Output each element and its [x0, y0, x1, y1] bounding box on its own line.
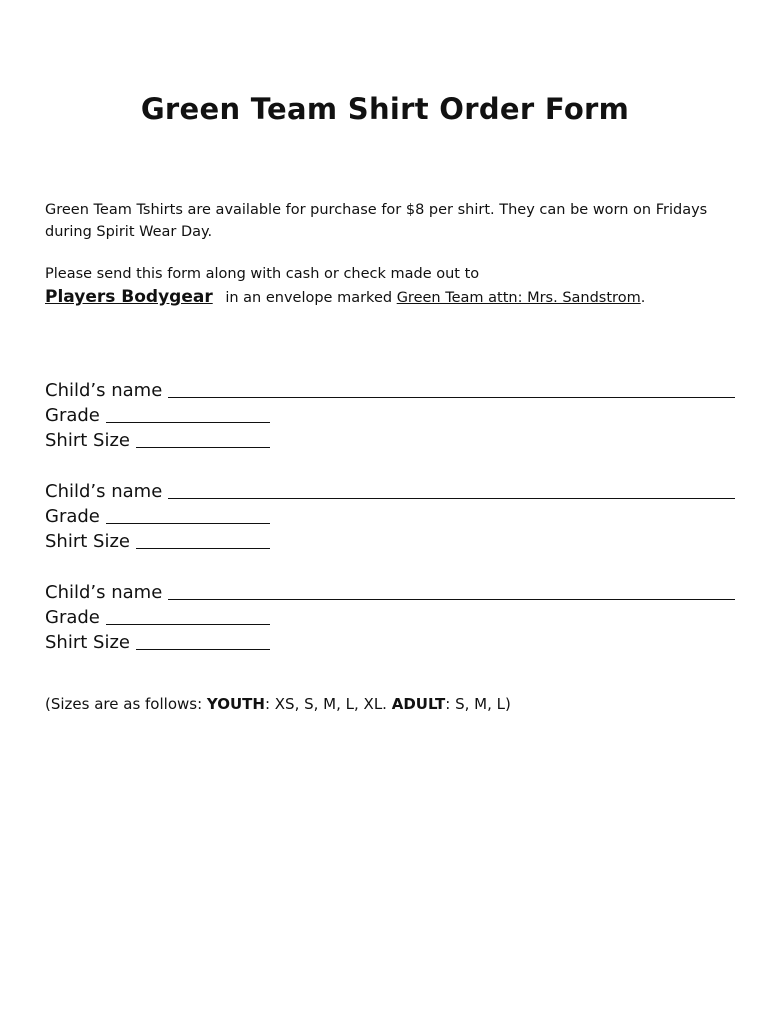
child-entry-2 — [45, 477, 735, 552]
child-name-row — [45, 376, 735, 401]
shirt-size-row — [45, 527, 735, 552]
envelope-text: in an envelope marked — [225, 290, 393, 306]
grade-row — [45, 401, 735, 426]
sentence-end: . — [640, 290, 646, 306]
send-instructions-line1: Please send this form along with cash or check made out to — [45, 266, 480, 282]
child-name-label: Child’s name — [45, 380, 163, 401]
child-name-label: Child’s name — [45, 481, 163, 502]
grade-label: Grade — [45, 506, 100, 527]
shirt-size-label: Shirt Size — [45, 531, 130, 552]
grade-label: Grade — [45, 405, 100, 426]
shirt-size-label: Shirt Size — [45, 632, 130, 653]
grade-row — [45, 502, 735, 527]
adult-sizes: : S, M, L) — [445, 695, 511, 713]
grade-field[interactable] — [106, 505, 270, 524]
envelope-marking: Green Team attn: Mrs. Sandstrom — [396, 290, 641, 306]
grade-row — [45, 603, 735, 628]
child-name-field[interactable] — [168, 480, 735, 499]
shirt-size-field[interactable] — [136, 429, 270, 448]
youth-sizes: : XS, S, M, L, XL. — [264, 695, 392, 713]
child-name-field[interactable] — [168, 379, 735, 398]
child-entry-3 — [45, 578, 735, 653]
shirt-size-label: Shirt Size — [45, 430, 130, 451]
child-name-label: Child’s name — [45, 582, 163, 603]
child-name-field[interactable] — [168, 581, 735, 600]
vendor-name: Players Bodygear — [45, 287, 213, 307]
sizes-prefix: (Sizes are as follows: — [45, 695, 207, 713]
child-name-row — [45, 477, 735, 502]
intro-paragraph: Green Team Tshirts are available for purchase for $8 per shirt. They can be worn on Fridays during Spirit Wear Day. — [45, 202, 708, 240]
shirt-size-field[interactable] — [136, 530, 270, 549]
shirt-size-row — [45, 426, 735, 451]
form-title: Green Team Shirt Order Form — [140, 92, 630, 126]
shirt-size-row — [45, 628, 735, 653]
sizes-note — [45, 695, 511, 713]
child-name-row — [45, 578, 735, 603]
youth-label: YOUTH — [206, 695, 265, 713]
grade-label: Grade — [45, 607, 100, 628]
grade-field[interactable] — [106, 404, 270, 423]
adult-label: ADULT — [391, 695, 446, 713]
shirt-size-field[interactable] — [136, 631, 270, 650]
grade-field[interactable] — [106, 606, 270, 625]
child-entry-1 — [45, 376, 735, 451]
send-instructions-line2 — [45, 287, 645, 307]
